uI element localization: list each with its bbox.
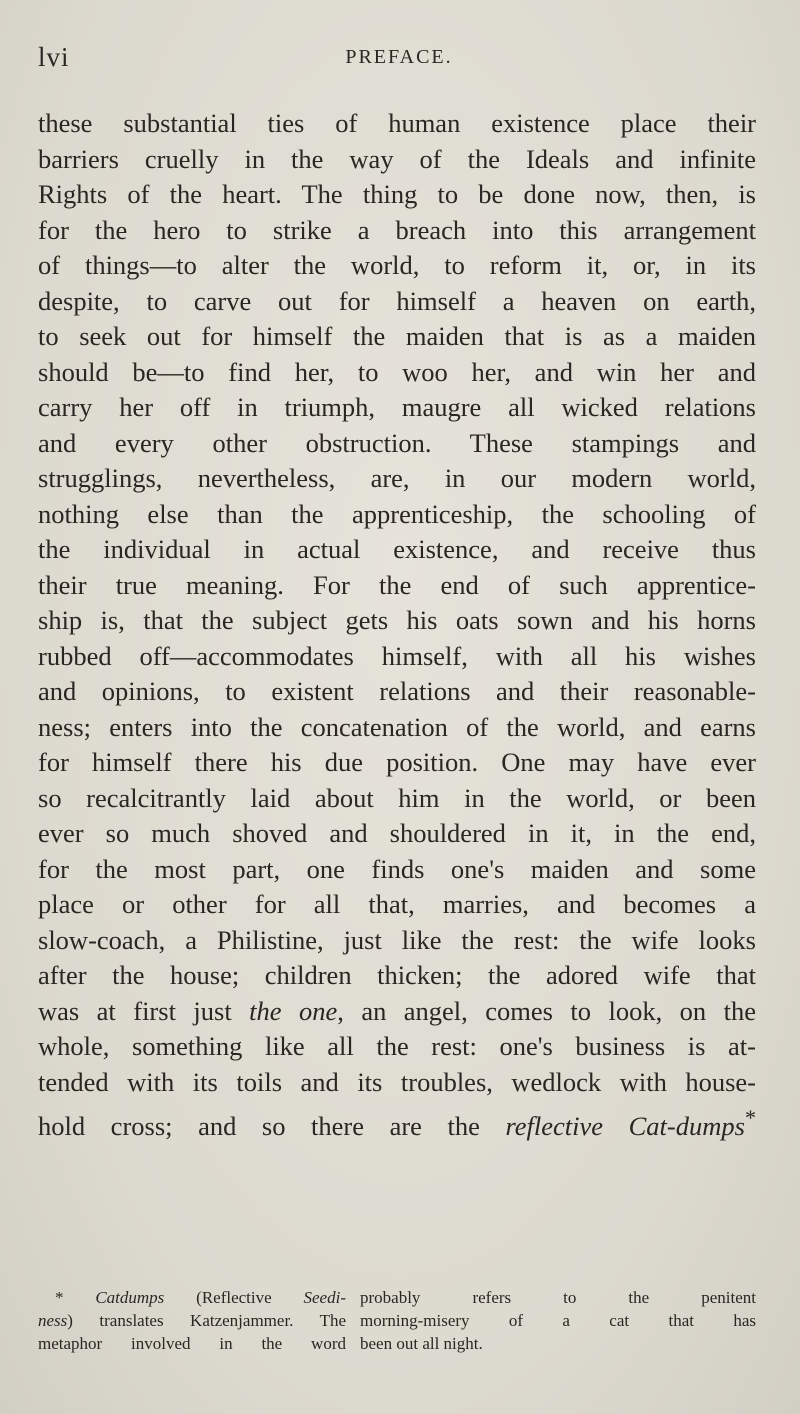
text-line: and opinions, to existent relations and their reasonable-: [38, 676, 756, 706]
text-line: barriers cruelly in the way of the Ideals and infinite: [38, 143, 756, 174]
text-line: tended with its toils and its troubles, wedlock with house-: [38, 1066, 756, 1097]
text-line: [38, 1100, 756, 1144]
text-line: to seek out for himself the maiden that is as a maiden: [38, 321, 756, 351]
footnote-line: [38, 1309, 756, 1332]
text-line: ship is, that the subject gets his oats sown and his horns: [38, 605, 756, 635]
text-line: place or other for all that, marries, and becomes a: [38, 889, 756, 919]
text-segment: , an angel, comes to look, on the: [337, 995, 756, 1026]
text-line: should be—to find her, to woo her, and win her and: [38, 356, 756, 387]
text-line: the individual in actual existence, and receive thus: [38, 534, 756, 564]
footnote-column-right: morning-misery of a cat that has: [360, 1311, 756, 1330]
text-line: so recalcitrantly laid about him in the world, or been: [38, 782, 756, 813]
italic-term: reflective Cat-dumps: [505, 1110, 745, 1141]
text-line: [38, 994, 756, 1030]
text-segment: was at first just: [38, 995, 250, 1026]
text-line: ever so much shoved and shouldered in it, in the end,: [38, 818, 756, 848]
footnote-column-left: [38, 1286, 346, 1309]
text-line: for the most part, one finds one's maiden and some: [38, 853, 756, 884]
footnote-column-right: probably refers to the penitent: [360, 1288, 756, 1307]
footnote-italic: ness: [38, 1311, 68, 1330]
footnote-column-left: metaphor involved in the word: [38, 1334, 346, 1353]
text-segment: hold cross; and so there are the: [38, 1110, 506, 1141]
footnote-column-left: [38, 1309, 346, 1332]
text-line: carry her off in triumph, maugre all wicked relations: [38, 392, 756, 422]
page-header: [38, 42, 760, 82]
footnote-text: ) translates Katzenjammer. The: [67, 1311, 346, 1330]
footnote-italic: Seedi-: [303, 1288, 346, 1307]
text-line: rubbed off—accommodates himself, with all his wishes: [38, 640, 756, 671]
text-line: and every other obstruction. These stampings and: [38, 427, 756, 458]
footnote-reference: *: [744, 1105, 756, 1130]
text-line: these substantial ties of human existence place their: [38, 108, 756, 138]
body-text: [38, 106, 756, 1144]
text-line: nothing else than the apprenticeship, the schooling of: [38, 498, 756, 529]
text-line: ness; enters into the concatenation of the world, and earns: [38, 711, 756, 742]
footnote-line: [38, 1332, 756, 1355]
text-line: slow-coach, a Philistine, just like the rest: the wife looks: [38, 924, 756, 955]
text-line: for the hero to strike a breach into this arrangement: [38, 214, 756, 245]
page-number: lvi: [38, 42, 70, 72]
text-line: their true meaning. For the end of such apprentice-: [38, 569, 756, 600]
text-line: after the house; children thicken; the adored wife that: [38, 960, 756, 990]
running-head: PREFACE.: [345, 46, 453, 68]
text-line: despite, to carve out for himself a heaven on earth,: [38, 285, 756, 316]
text-line: Rights of the heart. The thing to be done now, then, is: [38, 179, 756, 209]
footnote-line: [38, 1286, 756, 1309]
footnote-column-right: been out all night.: [360, 1334, 483, 1353]
text-line: strugglings, nevertheless, are, in our modern world,: [38, 463, 756, 493]
text-line: of things—to alter the world, to reform it, or, in its: [38, 250, 756, 280]
text-line: whole, something like all the rest: one's business is at-: [38, 1031, 756, 1061]
footnote-text: (Reflective: [164, 1288, 304, 1307]
footnote-term: Catdumps: [95, 1288, 165, 1307]
italic-emphasis: the one: [249, 995, 338, 1026]
footnote: [38, 1286, 756, 1355]
text-line: for himself there his due position. One may have ever: [38, 747, 756, 777]
footnote-mark: *: [55, 1288, 64, 1307]
